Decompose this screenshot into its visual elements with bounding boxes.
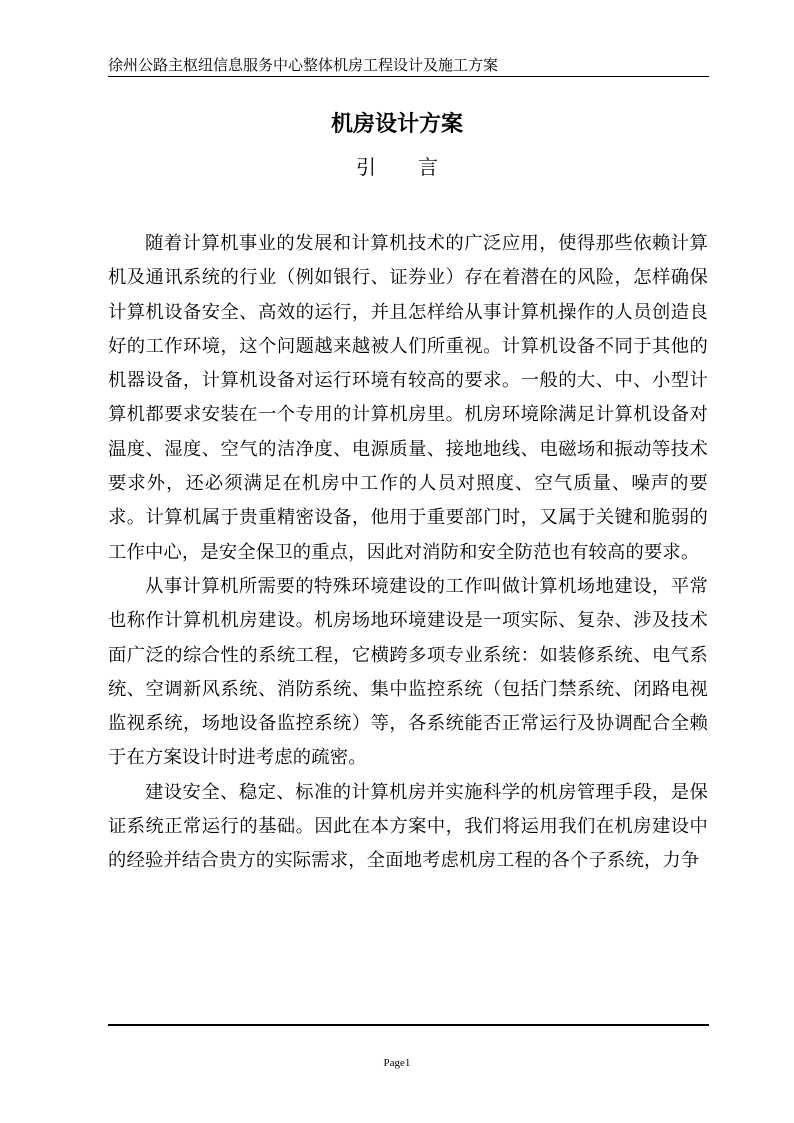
running-header: 徐州公路主枢纽信息服务中心整体机房工程设计及施工方案: [108, 56, 499, 74]
document-title: 机房设计方案: [330, 112, 463, 137]
body-text: [108, 227, 708, 879]
paragraph: 从事计算机所需要的特殊环境建设的工作叫做计算机场地建设，平常也称作计算机机房建设。机房场地环境建设是一项实际、复杂、涉及技术面广泛的综合性的系统工程，它横跨多项专业系统：如装修系统、电气系统、空调新风系统、消防系统、集中监控系统（包括门禁系统、闭路电视监视系统，场地设备监控系统）等，各系统能否正常运行及协调配合全赖于在方案设计时进考虑的疏密。: [108, 575, 708, 769]
paragraph: 随着计算机事业的发展和计算机技术的广泛应用，使得那些依赖计算机及通讯系统的行业（例如银行、证券业）存在着潜在的风险，怎样确保计算机设备安全、高效的运行，并且怎样给从事计算机操作的人员创造良好的工作环境，这个问题越来越被人们所重视。计算机设备不同于其他的机器设备，计算机设备对运行环境有较高的要求。一般的大、中、小型计算机都要求安装在一个专用的计算机房里。机房环境除满足计算机设备对温度、湿度、空气的洁净度、电源质量、接地地线、电磁场和振动等技术要求外，还必须满足在机房中工作的人员对照度、空气质量、噪声的要求。计算机属于贵重精密设备，他用于重要部门时，又属于关键和脆弱的工作中心，是安全保卫的重点，因此对消防和安全防范也有较高的要求。: [108, 233, 708, 563]
paragraph: 建设安全、稳定、标准的计算机房并实施科学的机房管理手段，是保证系统正常运行的基础。因此在本方案中，我们将运用我们在机房建设中的经验并结合贵方的实际需求，全面地考虑机房工程的各个子系统，力争: [108, 781, 708, 872]
header-divider: [108, 76, 709, 77]
page-number: Page1: [383, 1057, 411, 1069]
footer-divider: [108, 1024, 709, 1026]
section-heading: 引言: [356, 155, 480, 179]
